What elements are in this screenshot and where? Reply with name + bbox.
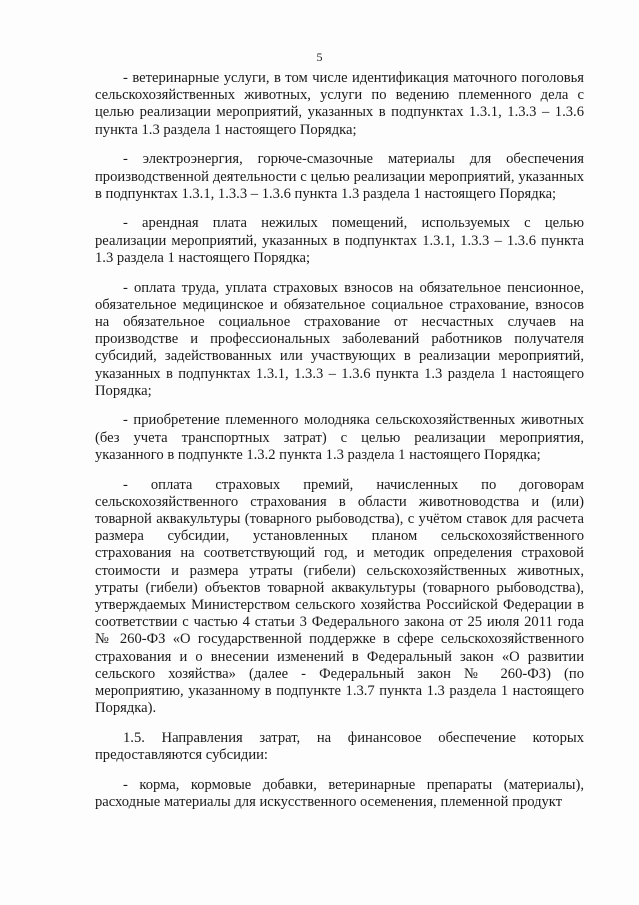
paragraph-wages-insurance: - оплата труда, уплата страховых взносов на обязательное пенсионное, обязательное медицинское и обязательное социальное страхование, взносов на обязательное социальное страхование от несчастных случаев на производстве и профессиональных заболеваний работников получателя субсидий, задействованных или участвующих в реализации мероприятий, указанных в подпунктах 1.3.1, 1.3.3 – 1.3.6 пункта 1.3 раздела 1 настоящего Порядка; <box>95 279 584 399</box>
document-body <box>95 70 584 824</box>
paragraph-rent: - арендная плата нежилых помещений, используемых с целью реализации мероприятий, указанных в подпунктах 1.3.1, 1.3.3 – 1.3.6 пункта 1.3 раздела 1 настоящего Порядка; <box>95 215 584 266</box>
paragraph-electricity-fuel: - электроэнергия, горюче-смазочные материалы для обеспечения производственной деятельности с целью реализации мероприятий, указанных в подпунктах 1.3.1, 1.3.3 – 1.3.6 пункта 1.3 раздела 1 настоящего Порядка; <box>95 151 584 202</box>
paragraph-section-1-5: 1.5. Направления затрат, на финансовое обеспечение которых предоставляются субсидии: <box>95 729 584 764</box>
paragraph-veterinary-services: - ветеринарные услуги, в том числе идентификация маточного поголовья сельскохозяйственных животных, услуги по ведению племенного дела с целью реализации мероприятий, указанных в подпунктах 1.3.1, 1.3.3 – 1.3.6 пункта 1.3 раздела 1 настоящего Порядка; <box>95 70 584 138</box>
paragraph-feed-supplies: - корма, кормовые добавки, ветеринарные препараты (материалы), расходные материалы для искусственного осеменения, племенной продукт <box>95 776 584 811</box>
page-number: 5 <box>316 50 323 64</box>
paragraph-breeding-stock: - приобретение племенного молодняка сельскохозяйственных животных (без учета транспортных затрат) с целью реализации мероприятия, указанного в подпункте 1.3.2 пункта 1.3 раздела 1 настоящего Порядка; <box>95 412 584 463</box>
paragraph-insurance-premiums: - оплата страховых премий, начисленных по договорам сельскохозяйственного страхования в области животноводства и (или) товарной аквакультуры (товарного рыбоводства), с учётом ставок для расчета размера субсидии, установленных планом сельскохозяйственного страхования на соответствующий год, и методик определения страховой стоимости и размера утраты (гибели) сельскохозяйственных животных, утраты (гибели) объектов товарной аквакультуры (товарного рыбоводства), утверждаемых Министерством сельского хозяйства Российской Федерации в соответствии с частью 4 статьи 3 Федерального закона от 25 июля 2011 года № 260-ФЗ «О государственной поддержке в сфере сельскохозяйственного страхования и о внесении изменений в Федеральный закон «О развитии сельского хозяйства» (далее - Федеральный закон № 260-ФЗ) (по мероприятию, указанному в подпункте 1.3.7 пункта 1.3 раздела 1 настоящего Порядка). <box>95 476 584 717</box>
